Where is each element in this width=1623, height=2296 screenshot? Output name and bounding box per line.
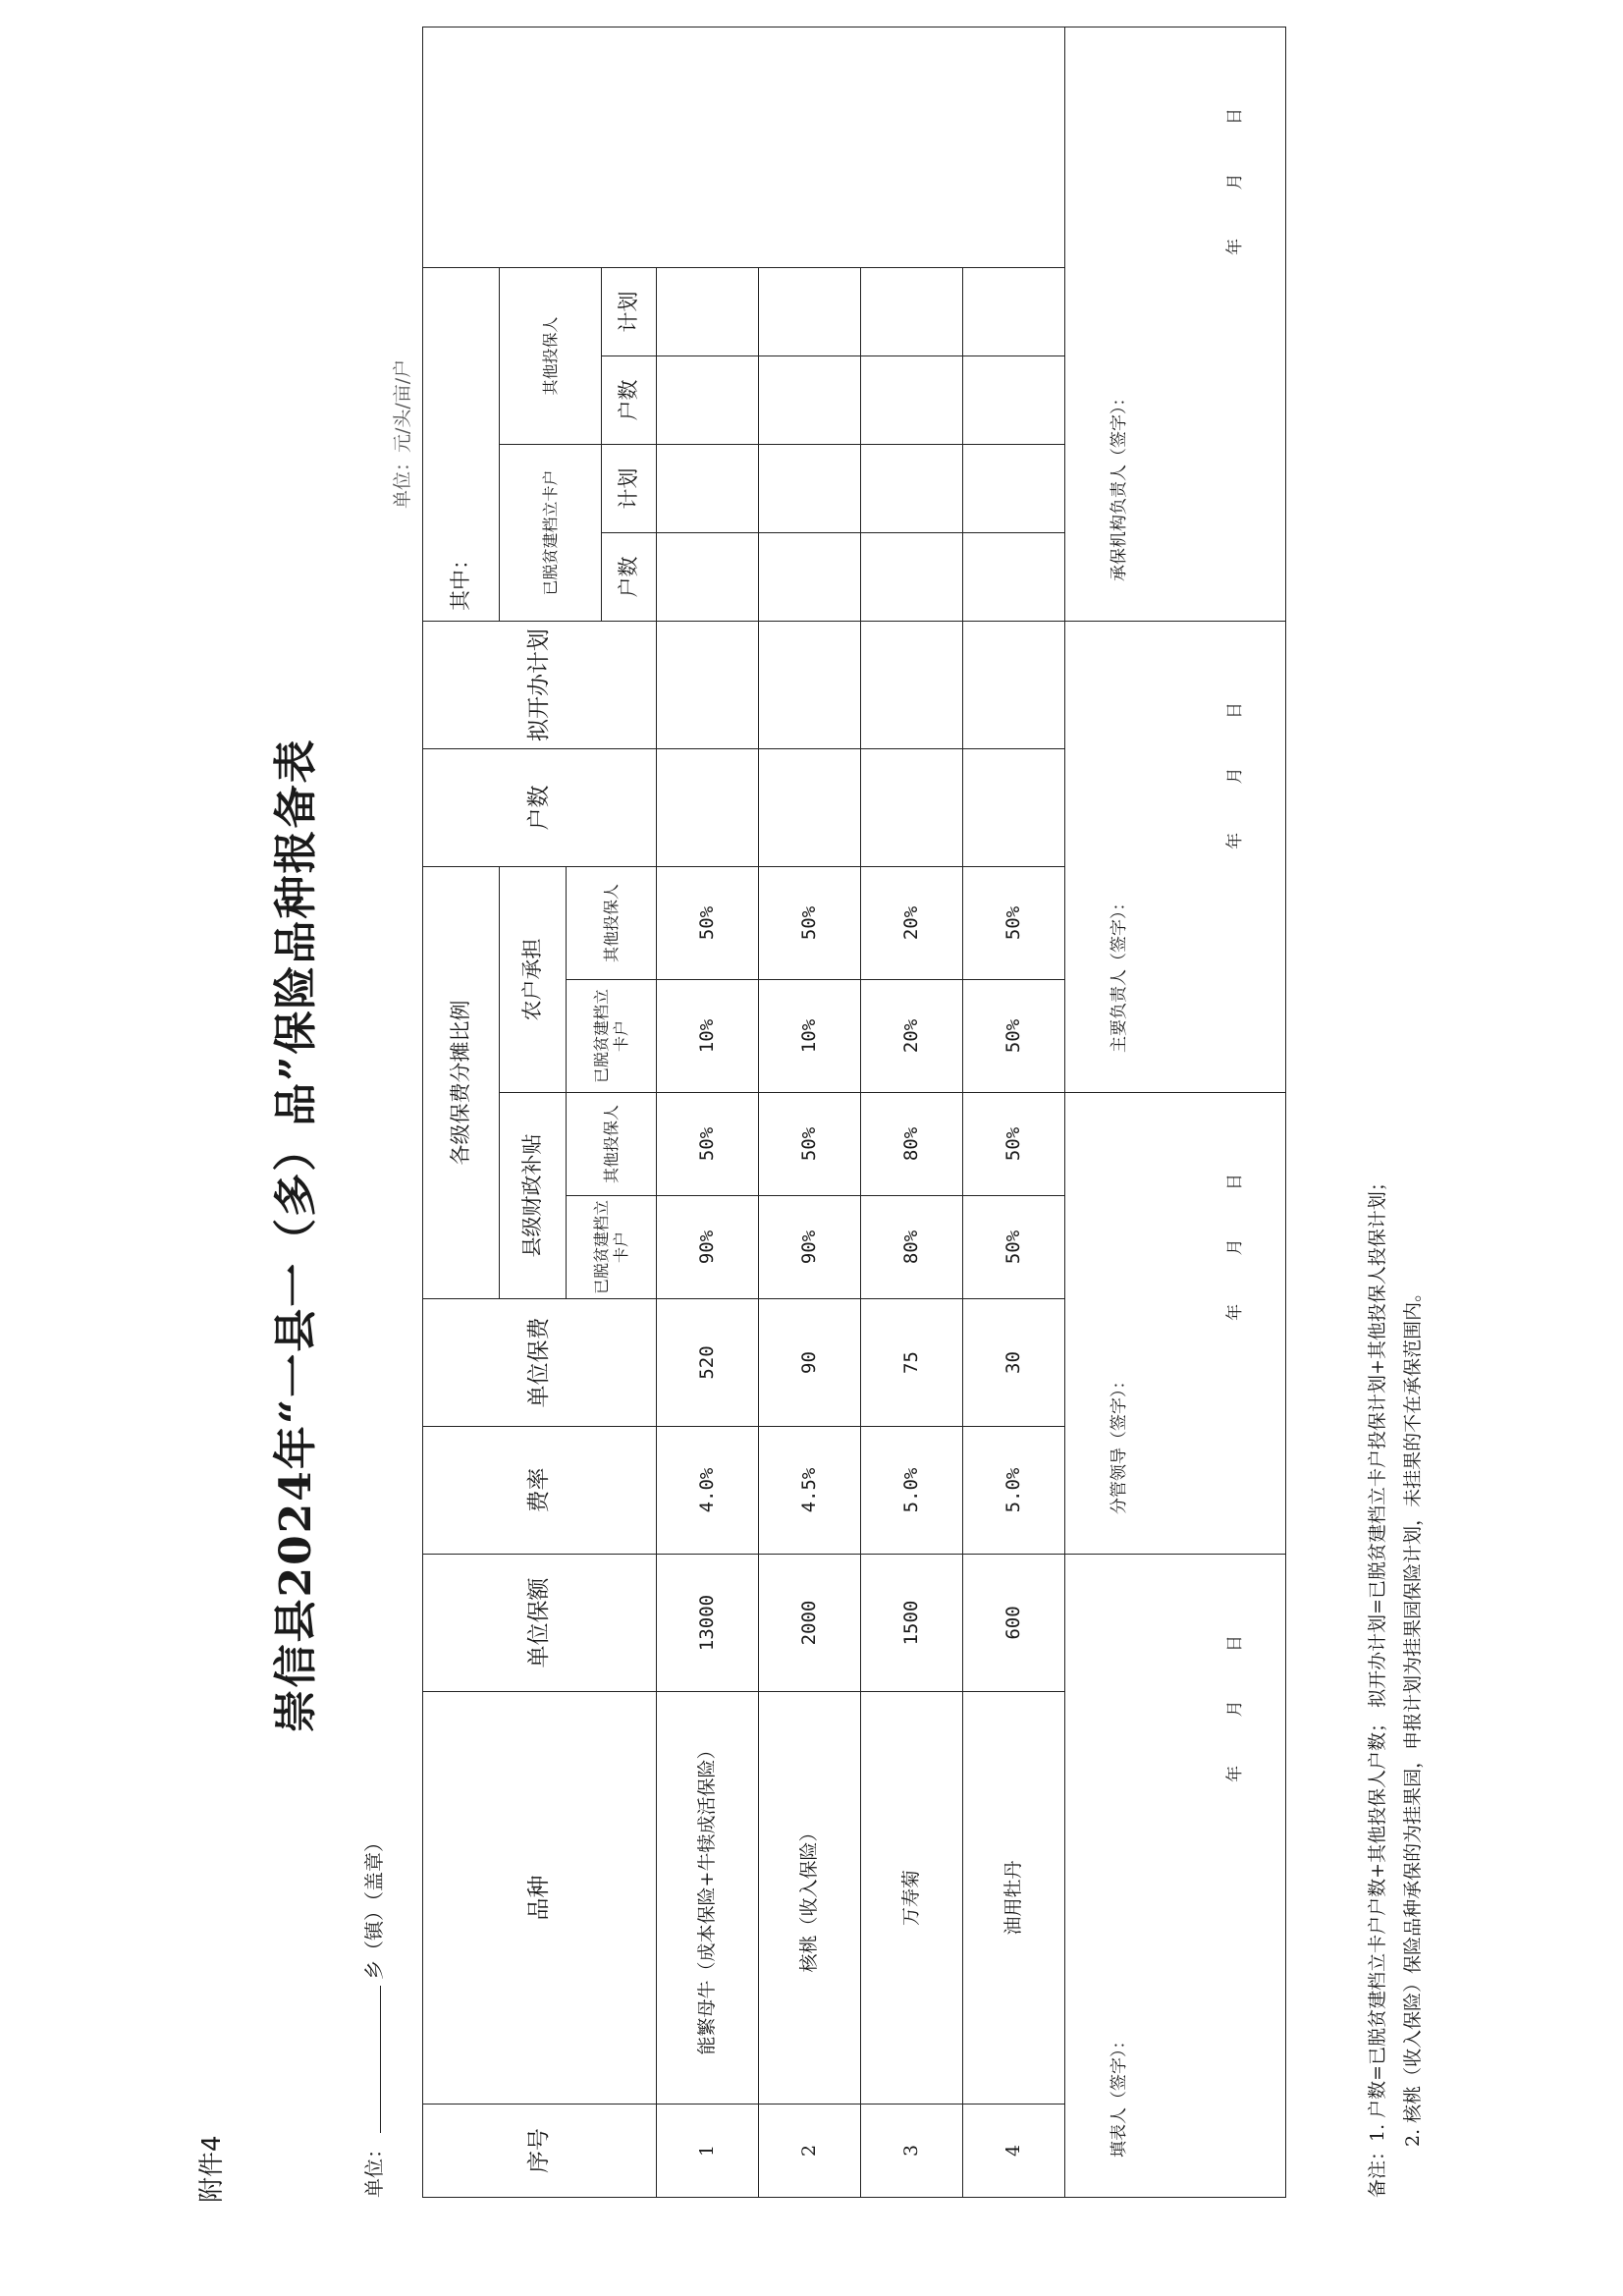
principal-signature-label: 主要负责人（签字）： [1109,894,1129,1053]
seq-header: 序号 [423,2105,657,2198]
row-variety: 万寿菊 [861,1692,963,2105]
unit-label: 单位： [362,2139,386,2198]
row-variety: 油用牡丹 [963,1692,1065,2105]
row-registered-plan-input[interactable] [657,445,759,533]
other-plan-header: 计划 [602,268,657,356]
row-other-plan-input[interactable] [759,268,861,356]
row-county-registered: 80% [861,1196,963,1299]
row-county-registered: 90% [657,1196,759,1299]
farmer-registered-header: 已脱贫建档立卡户 [567,980,657,1093]
filler-signature-cell[interactable] [1065,1555,1286,2198]
unit-of-measure: 单位：元/头/亩/户 [392,358,413,509]
leader-signature-cell[interactable] [1065,1093,1286,1555]
row-registered-households-input[interactable] [861,533,963,622]
row-households-input[interactable] [963,749,1065,867]
row-farmer-registered: 20% [861,980,963,1093]
row-county-registered: 50% [963,1196,1065,1299]
filler-date: 年 月 日 [1224,1613,1245,1782]
report-table [422,27,1286,2198]
row-unit-amount: 600 [963,1555,1065,1692]
row-unit-premium: 30 [963,1299,1065,1427]
unit-blank[interactable] [380,1986,381,2133]
row-rate: 4.5% [759,1427,861,1555]
row-registered-households-input[interactable] [963,533,1065,622]
row-households-input[interactable] [657,749,759,867]
row-other-plan-input[interactable] [963,268,1065,356]
unit-premium-header: 单位保费 [423,1299,657,1427]
other-households-header: 户数 [602,356,657,445]
row-other-households-input[interactable] [759,356,861,445]
notes [1360,1173,1431,2198]
row-seq: 1 [657,2105,759,2198]
row-registered-households-input[interactable] [759,533,861,622]
row-other-households-input[interactable] [963,356,1065,445]
row-farmer-registered: 10% [759,980,861,1093]
row-farmer-other: 20% [861,867,963,980]
unit-suffix: 乡（镇）（盖章） [362,1832,386,1980]
row-unit-premium: 90 [759,1299,861,1427]
row-county-other: 50% [963,1093,1065,1196]
row-unit-amount: 13000 [657,1555,759,1692]
leader-date: 年 月 日 [1224,1152,1245,1321]
registered-group-header: 已脱贫建档立卡户 [500,445,602,622]
leader-signature-label: 分管领导（签字）： [1109,1372,1129,1514]
row-unit-amount: 2000 [759,1555,861,1692]
row-registered-plan-input[interactable] [861,445,963,533]
row-farmer-other: 50% [657,867,759,980]
page-title: 崇信县2024年“一县一（多）品”保险品种报备表 [271,738,321,1733]
row-rate: 5.0% [861,1427,963,1555]
note-line-2: 2. 核桃（收入保险）保险品种承保的为挂果园，申报计划为挂果园保险计划，未挂果的不在承保范围内。 [1402,1283,1424,2147]
row-farmer-registered: 10% [657,980,759,1093]
row-plan-input[interactable] [861,622,963,749]
row-plan-input[interactable] [963,622,1065,749]
signature-row [1065,27,1286,2198]
table-row [963,27,1065,2198]
row-other-plan-input[interactable] [861,268,963,356]
row-registered-plan-input[interactable] [963,445,1065,533]
row-households-input[interactable] [861,749,963,867]
among-header: 其中： [423,268,500,622]
row-other-households-input[interactable] [657,356,759,445]
principal-date: 年 月 日 [1224,681,1245,849]
principal-signature-cell[interactable] [1065,622,1286,1093]
county-registered-header: 已脱贫建档立卡户 [567,1196,657,1299]
registered-plan-header: 计划 [602,445,657,533]
rate-header: 费率 [423,1427,657,1555]
row-farmer-other: 50% [759,867,861,980]
row-registered-plan-input[interactable] [759,445,861,533]
other-group-header: 其他投保人 [500,268,602,445]
row-plan-input[interactable] [759,622,861,749]
row-other-households-input[interactable] [861,356,963,445]
unit-line [358,1832,387,2198]
attachment-label: 附件4 [197,2135,227,2203]
table-row [861,27,963,2198]
insurer-date: 年 月 日 [1224,86,1245,255]
row-county-other: 80% [861,1093,963,1196]
note-1-text: 1. 户数=已脱贫建档立卡户户数+其他投保人户数； 拟开办计划=已脱贫建档立卡户投保计划+其他投保人投保计划； [1367,1173,1388,2142]
table-row [657,27,759,2198]
row-county-other: 50% [657,1093,759,1196]
row-farmer-registered: 50% [963,980,1065,1093]
right-blank-column [423,27,1065,268]
households-header: 户数 [423,749,657,867]
farmer-share-header: 农户承担 [500,867,567,1093]
filler-signature-label: 填表人（签字）： [1109,2032,1129,2158]
share-ratio-header: 各级保费分摊比例 [423,867,500,1299]
row-county-registered: 90% [759,1196,861,1299]
county-subsidy-header: 县级财政补贴 [500,1093,567,1299]
row-unit-premium: 520 [657,1299,759,1427]
row-unit-amount: 1500 [861,1555,963,1692]
row-seq: 2 [759,2105,861,2198]
notes-prefix: 备注： [1367,2141,1388,2198]
plan-header: 拟开办计划 [423,622,657,749]
farmer-other-header: 其他投保人 [567,867,657,980]
insurer-signature-label: 承保机构负责人（签字）： [1109,389,1129,581]
header-row-1 [423,27,500,2198]
unit-amount-header: 单位保额 [423,1555,657,1692]
row-farmer-other: 50% [963,867,1065,980]
row-households-input[interactable] [759,749,861,867]
row-county-other: 50% [759,1093,861,1196]
row-rate: 5.0% [963,1427,1065,1555]
row-other-plan-input[interactable] [657,268,759,356]
note-line-1 [1360,1173,1395,2198]
row-registered-households-input[interactable] [657,533,759,622]
variety-header: 品种 [423,1692,657,2105]
row-variety: 能繁母牛（成本保险+牛犊成活保险） [657,1692,759,2105]
row-plan-input[interactable] [657,622,759,749]
row-seq: 3 [861,2105,963,2198]
row-rate: 4.0% [657,1427,759,1555]
table-row [759,27,861,2198]
insurer-signature-cell[interactable] [1065,27,1286,622]
row-seq: 4 [963,2105,1065,2198]
registered-households-header: 户数 [602,533,657,622]
row-variety: 核桃（收入保险） [759,1692,861,2105]
row-unit-premium: 75 [861,1299,963,1427]
county-other-header: 其他投保人 [567,1093,657,1196]
